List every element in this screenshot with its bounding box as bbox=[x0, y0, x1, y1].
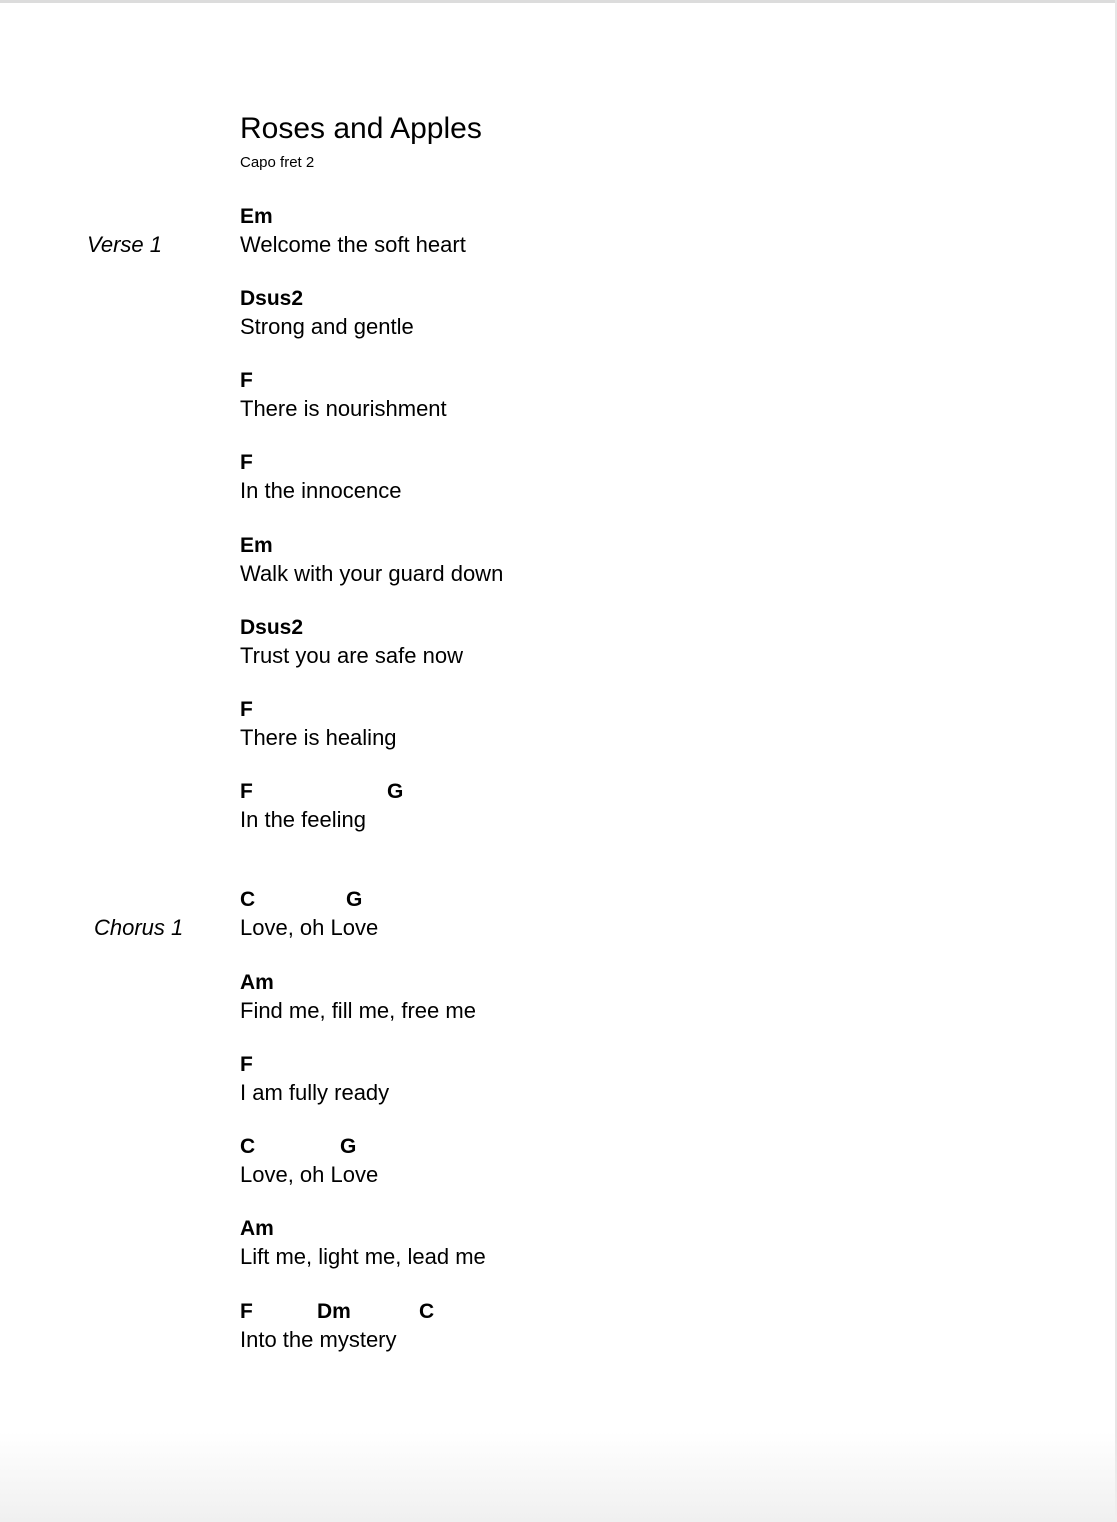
song-line bbox=[240, 204, 840, 260]
lyric-line: Walk with your guard down bbox=[240, 561, 504, 586]
song-line bbox=[240, 1134, 840, 1190]
chord: Em bbox=[240, 534, 273, 557]
chord: F bbox=[240, 451, 253, 474]
chord: C bbox=[240, 888, 256, 911]
song-line bbox=[240, 970, 840, 1026]
song-line bbox=[240, 1299, 840, 1355]
chord: F bbox=[240, 369, 253, 392]
chord: Dsus2 bbox=[240, 616, 304, 639]
chord: Am bbox=[240, 971, 274, 994]
song-line bbox=[240, 779, 840, 835]
song-line bbox=[240, 368, 840, 424]
chord: F bbox=[240, 698, 253, 721]
song-line bbox=[240, 533, 840, 589]
lyric-line: Love, oh Love bbox=[240, 1162, 379, 1187]
chord: G bbox=[387, 780, 404, 803]
lyric-line: Find me, fill me, free me bbox=[240, 998, 476, 1023]
lyric-line: I am fully ready bbox=[240, 1080, 390, 1105]
song-line bbox=[240, 887, 840, 943]
song-line bbox=[240, 1216, 840, 1272]
chord: G bbox=[340, 1135, 357, 1158]
song-line bbox=[240, 697, 840, 753]
lyric-line: Strong and gentle bbox=[240, 314, 414, 339]
page-bottom-shadow bbox=[0, 1432, 1117, 1522]
lyric-line: In the innocence bbox=[240, 478, 402, 503]
chord: F bbox=[240, 1053, 253, 1076]
chord: C bbox=[240, 1135, 256, 1158]
lyric-line: Welcome the soft heart bbox=[240, 232, 466, 257]
section-label-chorus-1: Chorus 1 bbox=[94, 915, 184, 940]
chord: C bbox=[419, 1300, 435, 1323]
capo-note: Capo fret 2 bbox=[240, 154, 315, 171]
lyric-line: Love, oh Love bbox=[240, 915, 379, 940]
chord: G bbox=[346, 888, 363, 911]
song-line bbox=[240, 1052, 840, 1108]
page-top-border bbox=[0, 0, 1117, 3]
song-line bbox=[240, 615, 840, 671]
song-line bbox=[240, 286, 840, 342]
song-line bbox=[240, 450, 840, 506]
lyric-line: In the feeling bbox=[240, 807, 366, 832]
chord: Dsus2 bbox=[240, 287, 304, 310]
lyric-line: There is nourishment bbox=[240, 396, 447, 421]
chord: Dm bbox=[317, 1300, 351, 1323]
chord: F bbox=[240, 1300, 253, 1323]
song-title: Roses and Apples bbox=[240, 112, 482, 145]
lyric-line: Trust you are safe now bbox=[240, 643, 463, 668]
chord: F bbox=[240, 780, 253, 803]
lyric-line: Lift me, light me, lead me bbox=[240, 1244, 486, 1269]
lyric-line: Into the mystery bbox=[240, 1327, 397, 1352]
chord: Em bbox=[240, 205, 273, 228]
chord: Am bbox=[240, 1217, 274, 1240]
section-label-verse-1: Verse 1 bbox=[87, 232, 163, 257]
lyric-line: There is healing bbox=[240, 725, 397, 750]
